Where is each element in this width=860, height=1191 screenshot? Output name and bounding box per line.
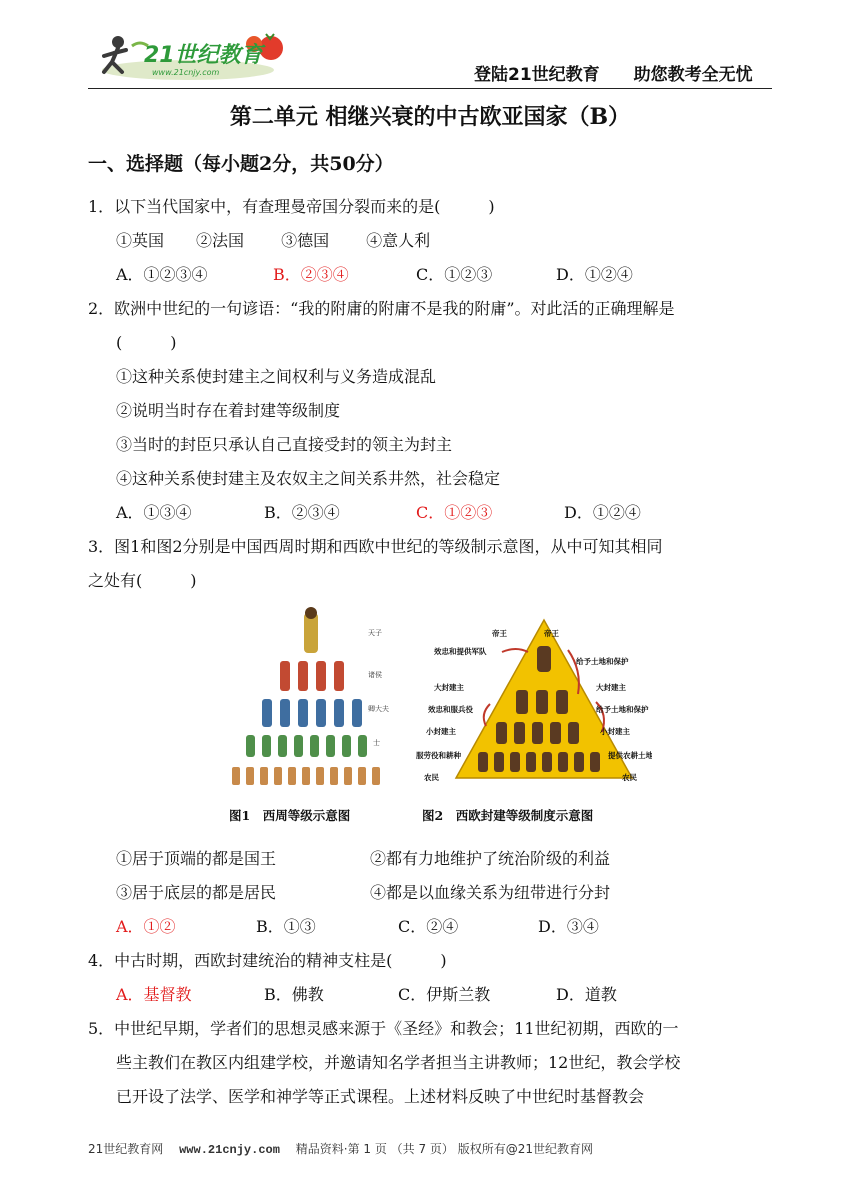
q4-option-c: C．伊斯兰教 (398, 985, 491, 1004)
figure-2-caption: 图2 西欧封建等级制度示意图 (422, 808, 594, 823)
q2-option-b: B．②③④ (264, 503, 340, 522)
slogan-2: 助您教考全无忧 (633, 65, 753, 85)
q2-item-1: ①这种关系使封建主之间权利与义务造成混乱 (116, 367, 437, 386)
fig1-label-tianzi: 天子 (368, 629, 382, 637)
footer-site: 21世纪教育网 (88, 1142, 164, 1156)
fig2-label-l5: 服劳役和耕种 (416, 751, 461, 760)
q3-option-b: B．①③ (256, 917, 316, 936)
fig2-label-l3: 效忠和服兵役 (428, 705, 473, 714)
q3-stem-line2: 之处有( ) (88, 571, 197, 590)
q1-option-c: C．①②③ (416, 265, 493, 284)
fig1-label-qingdafu: 卿大夫 (368, 705, 389, 713)
q2-option-c-answer: C．①②③ (416, 503, 493, 522)
logo (96, 28, 286, 84)
q3-stem-line1: 3．图1和图2分别是中国西周时期和西欧中世纪的等级制示意图，从中可知其相同 (88, 537, 663, 556)
q3-option-a-answer: A．①② (116, 917, 176, 936)
q4-option-a-answer: A．基督教 (116, 985, 192, 1004)
q2-item-2: ②说明当时存在着封建等级制度 (116, 401, 341, 420)
q4-option-b: B．佛教 (264, 985, 324, 1004)
footer-url[interactable]: www.21cnjy.com (179, 1143, 280, 1157)
fig2-label-r6: 农民 (622, 773, 637, 782)
fig2-label-l2: 大封建主 (434, 683, 464, 692)
fig1-label-zhuhou: 诸侯 (368, 671, 382, 679)
fig2-label-r1: 给予土地和保护 (576, 657, 629, 666)
q3-item-4: ④都是以血缘关系为纽带进行分封 (370, 883, 611, 902)
q4-option-d: D．道教 (556, 985, 617, 1004)
logo-text: 21世纪教育 (144, 43, 263, 68)
figure-2-european-feudal (416, 612, 652, 790)
q3-option-d: D．③④ (538, 917, 599, 936)
zhou-hierarchy-illustration (228, 605, 398, 795)
q1-stem: 1．以下当代国家中，有查理曼帝国分裂而来的是( ) (88, 197, 495, 216)
header-divider (88, 88, 772, 89)
fig2-label-l6: 农民 (424, 773, 439, 782)
q2-option-d: D．①②④ (564, 503, 641, 522)
fig2-label-r4: 小封建主 (600, 727, 630, 736)
q1-option-d: D．①②④ (556, 265, 633, 284)
q3-item-3: ③居于底层的都是居民 (116, 883, 277, 902)
q2-item-3: ③当时的封臣只承认自己直接受封的领主为封主 (116, 435, 453, 454)
q1-option-b-answer: B．②③④ (273, 265, 349, 284)
fig2-label-emperor-right: 帝王 (544, 629, 559, 638)
q2-item-4: ④这种关系使封建主及农奴主之间关系井然，社会稳定 (116, 469, 501, 488)
fig2-label-l1: 效忠和提供军队 (434, 647, 487, 656)
feudal-pyramid-illustration (416, 612, 652, 790)
fig2-label-r5: 提供农耕土地 (608, 751, 652, 760)
header-slogan (474, 60, 753, 85)
fig2-label-r3: 给予土地和保护 (596, 705, 649, 714)
q5-line-1: 5．中世纪早期，学者们的思想灵感来源于《圣经》和教会；11世纪初期，西欧的一 (88, 1019, 679, 1038)
section-heading: 一、选择题（每小题2分，共50分） (88, 153, 394, 175)
q3-option-c: C．②④ (398, 917, 459, 936)
page-footer (88, 1140, 593, 1157)
figure-1-western-zhou (228, 605, 398, 795)
footer-page-info: 精品资料·第 1 页 （共 7 页） 版权所有@21世纪教育网 (295, 1142, 594, 1156)
q3-item-2: ②都有力地维护了统治阶级的利益 (370, 849, 611, 868)
page-title: 第二单元 相继兴衰的中古欧亚国家（B） (229, 104, 631, 130)
q2-stem-line1: 2．欧洲中世纪的一句谚语：“我的附庸的附庸不是我的附庸”。对此活的正确理解是 (88, 299, 675, 318)
q5-line-2: 些主教们在教区内组建学校，并邀请知名学者担当主讲教师；12世纪，教会学校 (116, 1053, 681, 1072)
q1-option-a: A．①②③④ (116, 265, 208, 284)
q1-items: ①英国 ②法国 ③德国 ④意人利 (116, 231, 431, 250)
fig1-label-shi: 士 (373, 739, 380, 747)
figure-1-caption: 图1 西周等级示意图 (229, 808, 351, 823)
logo-url: www.21cnjy.com (152, 68, 220, 77)
q3-item-1: ①居于顶端的都是国王 (116, 849, 277, 868)
fig2-label-emperor-left: 帝王 (492, 629, 507, 638)
q4-stem: 4．中古时期，西欧封建统治的精神支柱是( ) (88, 951, 447, 970)
q2-stem-line2: ( ) (116, 333, 177, 352)
fig2-label-l4: 小封建主 (426, 727, 456, 736)
q5-line-3: 已开设了法学、医学和神学等正式课程。上述材料反映了中世纪时基督教会 (116, 1087, 645, 1106)
q2-option-a: A．①③④ (116, 503, 192, 522)
slogan-1: 登陆21世纪教育 (474, 65, 600, 85)
fig2-label-r2: 大封建主 (596, 683, 626, 692)
